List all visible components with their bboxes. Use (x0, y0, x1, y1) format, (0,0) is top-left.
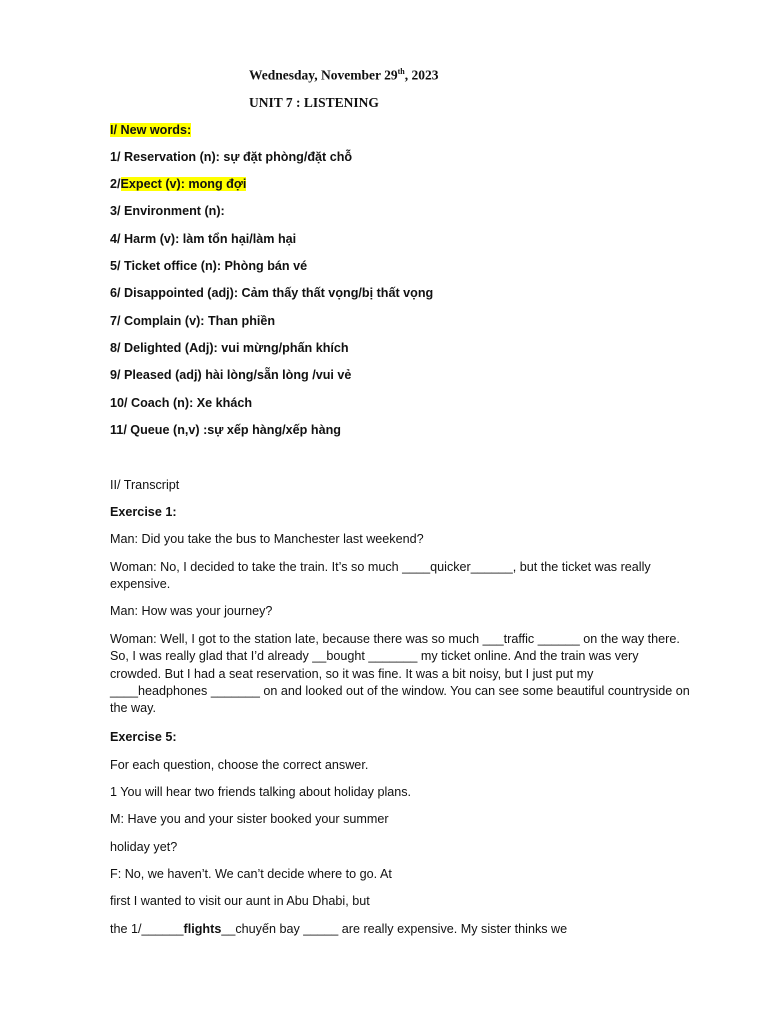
word-item: 8/ Delighted (Adj): vui mừng/phấn khích (110, 341, 349, 355)
transcript-line: the 1/______flights__chuyến bay _____ are really expensive. My sister thinks we (110, 922, 568, 936)
word-item: 3/ Environment (n): (110, 204, 225, 218)
transcript-paragraph: Woman: No, I decided to take the train. It’s so much ____quicker______, but the ticket was really expensive. (110, 560, 651, 592)
date-heading: Wednesday, November 29th, 2023 (249, 67, 439, 83)
word-item: 9/ Pleased (adj) hài lòng/sẵn lòng /vui vẻ (110, 368, 352, 382)
new-words-heading: I/ New words: (110, 123, 192, 137)
transcript-line: 1 You will hear two friends talking about holiday plans. (110, 785, 412, 799)
exercise-1-title: Exercise 1: (110, 505, 177, 519)
transcript-heading: II/ Transcript (110, 478, 180, 492)
word-item: 7/ Complain (v): Than phiền (110, 314, 276, 328)
transcript-line: For each question, choose the correct answer. (110, 758, 369, 772)
word-item: 4/ Harm (v): làm tổn hại/làm hại (110, 232, 297, 246)
word-item: 1/ Reservation (n): sự đặt phòng/đặt chỗ (110, 150, 353, 164)
transcript-line: M: Have you and your sister booked your summer (110, 812, 389, 826)
transcript-line: F: No, we haven’t. We can’t decide where to go. At (110, 867, 392, 881)
word-item: 10/ Coach (n): Xe khách (110, 396, 253, 410)
unit-title: UNIT 7 : LISTENING (249, 95, 379, 110)
transcript-line: Man: Did you take the bus to Manchester last weekend? (110, 532, 424, 546)
word-item: 5/ Ticket office (n): Phòng bán vé (110, 259, 308, 273)
exercise-5-title: Exercise 5: (110, 730, 177, 744)
word-item: 11/ Queue (n,v) :sự xếp hàng/xếp hàng (110, 423, 341, 437)
transcript-paragraph: Woman: Well, I got to the station late, because there was so much ___traffic ______ on the way there. So, I was really glad that I’d already __bought _______ my ticket online. And the train was very crowded. But I had a seat reservation, so it was fine. It was a bit noisy, but I just put my ____headphones _______ on and looked out of the window. You can see some beautiful countryside on the way. (110, 632, 690, 716)
word-item: 6/ Disappointed (adj): Cảm thấy thất vọng/bị thất vọng (110, 286, 434, 300)
word-item: 2/Expect (v): mong đợi (110, 177, 247, 191)
transcript-line: first I wanted to visit our aunt in Abu Dhabi, but (110, 894, 370, 908)
transcript-line: Man: How was your journey? (110, 604, 273, 618)
transcript-line: holiday yet? (110, 840, 178, 854)
